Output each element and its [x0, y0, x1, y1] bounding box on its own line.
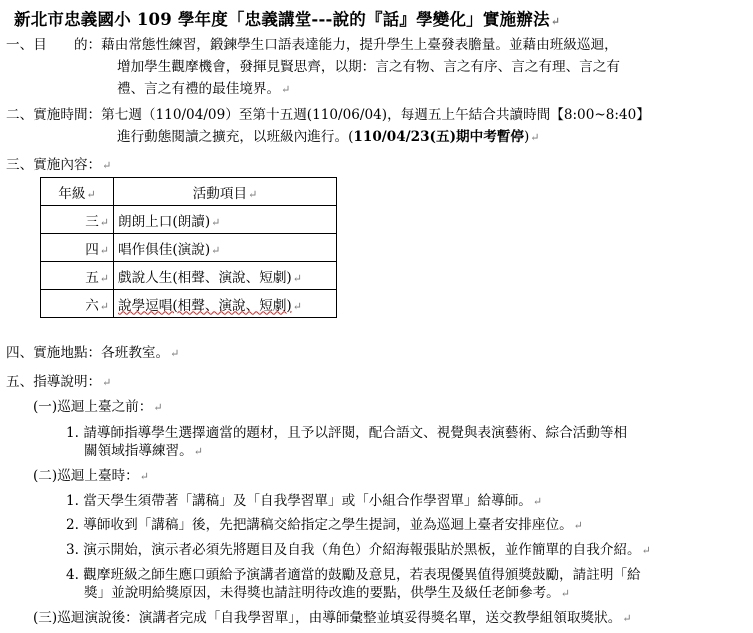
section-4-location: 四、實施地點：各班教室。↵ [6, 345, 180, 361]
header-grade: 年級↵ [41, 178, 114, 206]
header-item: 活動項目↵ [114, 178, 337, 206]
section-1-line-2: 增加學生觀摩機會，發揮見賢思齊，以期：言之有物、言之有序、言之有理、言之有 [117, 59, 620, 75]
paragraph-mark-icon: ↵ [99, 215, 109, 229]
part-2-item-2: 2. 導師收到「講稿」後，先把講稿交給指定之學生提詞，並為巡迴上臺者安排座位。↵ [66, 517, 583, 533]
paragraph-mark-icon: ↵ [99, 299, 109, 313]
grade-cell: 六↵ [41, 290, 114, 318]
table-header-row [41, 178, 337, 206]
paragraph-mark-icon: ↵ [641, 544, 651, 557]
item-cell: 戲說人生(相聲、演說、短劇)↵ [114, 262, 337, 290]
paragraph-mark-icon: ↵ [292, 271, 302, 285]
part-2-item-3: 3. 演示開始，演示者必須先將題目及自我（角色）介紹海報張貼於黑板，並作簡單的自我介紹。↵ [66, 542, 651, 558]
table-row [41, 262, 337, 290]
paragraph-mark-icon: ↵ [573, 519, 583, 532]
part-2-item-4-line-2: 獎」並說明給獎原因，未得獎也請註明待改進的要點，供學生及級任老師參考。↵ [84, 585, 570, 601]
part-3-label: (三)巡迴演說後：演講者完成「自我學習單」，由導師彙整並填妥得獎名單，送交教學組領取獎狀。↵ [33, 610, 632, 626]
table-row [41, 206, 337, 234]
table-row [41, 234, 337, 262]
exam-pause-note: 110/04/23(五)期中考暫停 [353, 129, 524, 145]
paragraph-mark-icon: ↵ [532, 495, 543, 508]
paragraph-mark-icon: ↵ [193, 445, 203, 458]
section-2-line-2: 進行動態閱讀之擴充，以班級內進行。(110/04/23(五)期中考暫停)↵ [117, 129, 540, 145]
paragraph-mark-icon: ↵ [170, 347, 180, 360]
paragraph-mark-icon: ↵ [102, 159, 112, 172]
paragraph-mark-icon: ↵ [248, 187, 258, 201]
paragraph-mark-icon: ↵ [99, 243, 109, 257]
section-5-guidance: 五、指導說明：↵ [6, 374, 112, 390]
table-row [41, 290, 337, 318]
item-cell: 唱作俱佳(演說)↵ [114, 234, 337, 262]
grade-cell: 四↵ [41, 234, 114, 262]
activity-table [40, 177, 337, 318]
paragraph-mark-icon: ↵ [530, 131, 540, 144]
paragraph-mark-icon: ↵ [281, 83, 291, 96]
paragraph-mark-icon: ↵ [139, 470, 149, 483]
title-text: 新北市忠義國小 109 學年度「忠義講堂---說的『話』學變化」實施辦法 [14, 10, 550, 29]
paragraph-mark-icon: ↵ [560, 587, 570, 600]
section-3-content: 三、實施內容：↵ [6, 157, 112, 173]
paragraph-mark-icon: ↵ [550, 15, 561, 28]
part-1-item-1-line-2: 關領域指導練習。↵ [84, 443, 203, 459]
item-cell: 朗朗上口(朗讀)↵ [114, 206, 337, 234]
section-2-time: 二、實施時間：第七週（110/04/09）至第十五週(110/06/04)，每週五上午結合共讀時間【8:00~8:40】 [6, 107, 650, 123]
section-1-line-3: 禮、言之有禮的最佳境界。↵ [117, 81, 291, 97]
part-2-item-1: 1. 當天學生須帶著「講稿」及「自我學習單」或「小組合作學習單」給導師。↵ [66, 493, 543, 509]
paragraph-mark-icon: ↵ [99, 271, 109, 285]
paragraph-mark-icon: ↵ [211, 215, 221, 229]
paragraph-mark-icon: ↵ [102, 376, 112, 389]
paragraph-mark-icon: ↵ [153, 401, 163, 414]
section-1-purpose: 一、目 的：藉由常態性練習，鍛鍊學生口語表達能力，提升學生上臺發表膽量。並藉由班級巡迴， [6, 37, 618, 53]
paragraph-mark-icon: ↵ [211, 243, 221, 257]
paragraph-mark-icon: ↵ [622, 612, 632, 625]
part-2-label: (二)巡迴上臺時：↵ [33, 468, 149, 484]
part-1-item-1: 1. 請導師指導學生選擇適當的題材，且予以評閱，配合語文、視覺與表演藝術、綜合活動等相 [66, 425, 628, 441]
grade-cell: 三↵ [41, 206, 114, 234]
document-title [14, 6, 744, 30]
paragraph-mark-icon: ↵ [292, 299, 302, 313]
paragraph-mark-icon: ↵ [86, 187, 96, 201]
item-cell: 說學逗唱(相聲、演說、短劇)↵ [114, 290, 337, 318]
grade-cell: 五↵ [41, 262, 114, 290]
part-1-label: (一)巡迴上臺之前：↵ [33, 399, 163, 415]
part-2-item-4: 4. 觀摩班級之師生應口頭給予演講者適當的鼓勵及意見，若表現優異值得頒獎鼓勵，請註明「給 [66, 567, 641, 583]
